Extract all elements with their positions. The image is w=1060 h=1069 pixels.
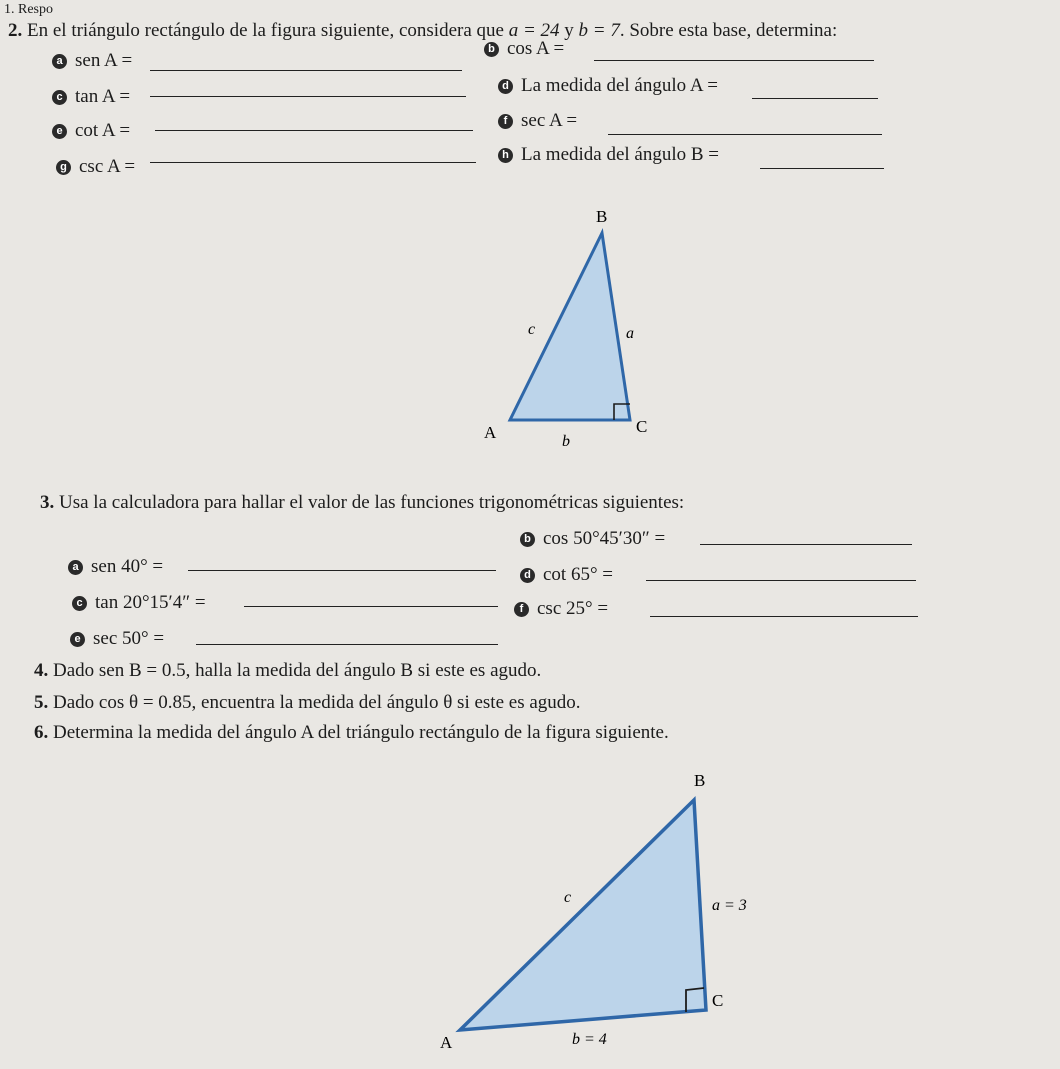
q3-item-a: a sen 40° = <box>68 556 163 578</box>
badge-e: e <box>70 632 85 647</box>
answer-blank-q2h[interactable] <box>760 168 884 169</box>
vertex-label-B: B <box>596 207 608 226</box>
badge-d: d <box>498 79 513 94</box>
q2-item-e: e cot A = <box>52 120 130 142</box>
vertex-label-B: B <box>694 771 706 790</box>
answer-blank-q3f[interactable] <box>650 616 918 617</box>
question-4-number: 4. <box>34 660 49 681</box>
q3-item-f: f csc 25° = <box>514 598 608 620</box>
q3-item-b: b cos 50°45′30″ = <box>520 528 665 550</box>
badge-e: e <box>52 124 67 139</box>
badge-b: b <box>484 42 499 57</box>
triangle-figure-2 <box>420 760 780 1060</box>
answer-blank-q2b[interactable] <box>594 60 874 61</box>
answer-blank-q3e[interactable] <box>196 644 498 645</box>
badge-a: a <box>68 560 83 575</box>
question-5 <box>34 692 581 714</box>
side-label-b: b = 4 <box>572 1031 607 1048</box>
side-label-a: a = 3 <box>712 897 747 914</box>
vertex-label-A: A <box>440 1033 453 1052</box>
badge-g: g <box>56 160 71 175</box>
badge-c: c <box>72 596 87 611</box>
badge-f: f <box>514 602 529 617</box>
side-label-c: c <box>528 321 536 338</box>
question-5-text: Dado cos θ = 0.85, encuentra la medida del ángulo θ si este es agudo. <box>53 692 581 713</box>
triangle-figure-1 <box>470 200 670 460</box>
answer-blank-q3c[interactable] <box>244 606 498 607</box>
question-2 <box>8 20 837 42</box>
q2-item-a: a sen A = <box>52 50 132 72</box>
question-3-number: 3. <box>40 492 55 513</box>
badge-f: f <box>498 114 513 129</box>
question-4-text: Dado sen B = 0.5, halla la medida del ángulo B si este es agudo. <box>53 660 542 681</box>
question-3-text: Usa la calculadora para hallar el valor de las funciones trigonométricas siguientes: <box>59 492 685 513</box>
answer-blank-q3d[interactable] <box>646 580 916 581</box>
q2-item-h: h La medida del ángulo B = <box>498 144 719 166</box>
answer-blank-q3a[interactable] <box>188 570 496 571</box>
badge-c: c <box>52 90 67 105</box>
q2-item-f: f sec A = <box>498 110 577 132</box>
question-5-number: 5. <box>34 692 49 713</box>
vertex-label-A: A <box>484 423 497 442</box>
badge-d: d <box>520 568 535 583</box>
badge-a: a <box>52 54 67 69</box>
side-label-b: b <box>562 433 570 450</box>
header-fragment: 1. Respo <box>4 2 53 17</box>
q2-item-d: d La medida del ángulo A = <box>498 75 718 97</box>
answer-blank-q2f[interactable] <box>608 134 882 135</box>
badge-b: b <box>520 532 535 547</box>
question-2-text: En el triángulo rectángulo de la figura siguiente, considera que a = 24 y b = 7. Sobre esta base, determina: <box>27 20 838 41</box>
question-2-number: 2. <box>8 20 23 41</box>
q2-item-c: c tan A = <box>52 86 130 108</box>
question-6-number: 6. <box>34 722 49 743</box>
question-3 <box>40 492 684 514</box>
q3-item-d: d cot 65° = <box>520 564 613 586</box>
side-label-c: c <box>564 889 572 906</box>
triangle-shape-2 <box>460 800 706 1030</box>
answer-blank-q2a[interactable] <box>150 70 462 71</box>
question-6-text: Determina la medida del ángulo A del triángulo rectángulo de la figura siguiente. <box>53 722 669 743</box>
answer-blank-q2e[interactable] <box>155 130 473 131</box>
answer-blank-q3b[interactable] <box>700 544 912 545</box>
answer-blank-q2d[interactable] <box>752 98 878 99</box>
side-label-a: a <box>626 325 634 342</box>
vertex-label-C: C <box>636 417 648 436</box>
vertex-label-C: C <box>712 991 724 1010</box>
question-4 <box>34 660 541 682</box>
answer-blank-q2g[interactable] <box>150 162 476 163</box>
answer-blank-q2c[interactable] <box>150 96 466 97</box>
badge-h: h <box>498 148 513 163</box>
q3-item-e: e sec 50° = <box>70 628 164 650</box>
q2-item-b: b cos A = <box>484 38 564 60</box>
q2-item-g: g csc A = <box>56 156 135 178</box>
q3-item-c: c tan 20°15′4″ = <box>72 592 206 614</box>
question-6 <box>34 722 669 744</box>
